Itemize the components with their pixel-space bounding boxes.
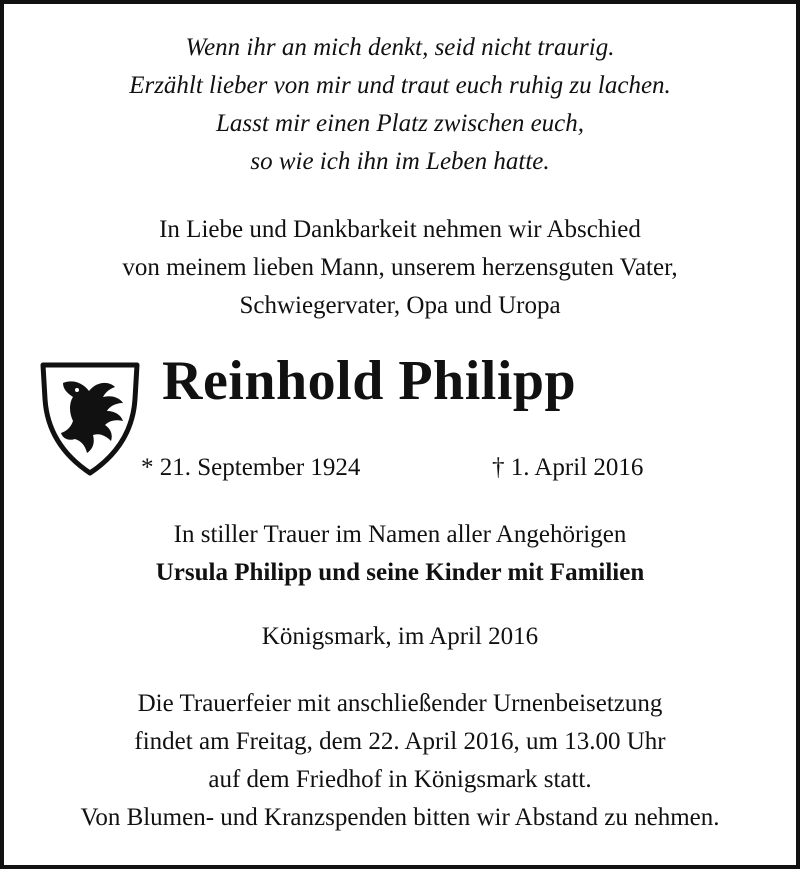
poem-line-4: so wie ich ihn im Leben hatte. [250,148,550,175]
poem-line-1: Wenn ihr an mich denkt, seid nicht traurig. [185,34,615,61]
intro-line-3: Schwiegervater, Opa und Uropa [239,292,561,319]
ceremony-line-3: auf dem Friedhof in Königsmark statt. [208,766,592,793]
death-date: † 1. April 2016 [492,454,644,481]
mourners-line-1: In stiller Trauer im Namen aller Angehörigen [173,521,627,548]
intro-line-2: von meinem lieben Mann, unserem herzensguten Vater, [122,254,678,281]
ceremony-line-1: Die Trauerfeier mit anschließender Urnenbeisetzung [137,690,663,717]
intro-line-1: In Liebe und Dankbarkeit nehmen wir Abschied [159,216,641,243]
poem-line-2: Erzählt lieber von mir und traut euch ruhig zu lachen. [129,72,671,99]
ceremony-line-2: findet am Freitag, dem 22. April 2016, um 13.00 Uhr [134,728,666,755]
place-date: Königsmark, im April 2016 [261,623,539,650]
birth-date: * 21. September 1924 [141,454,361,481]
coat-of-arms-icon [39,359,141,477]
poem-line-3: Lasst mir einen Platz zwischen euch, [215,110,585,137]
ceremony-line-4: Von Blumen- und Kranzspenden bitten wir Abstand zu nehmen. [80,804,720,831]
mourners-line-2: Ursula Philipp und seine Kinder mit Familien [155,559,645,586]
deceased-name: Reinhold Philipp [162,350,577,412]
